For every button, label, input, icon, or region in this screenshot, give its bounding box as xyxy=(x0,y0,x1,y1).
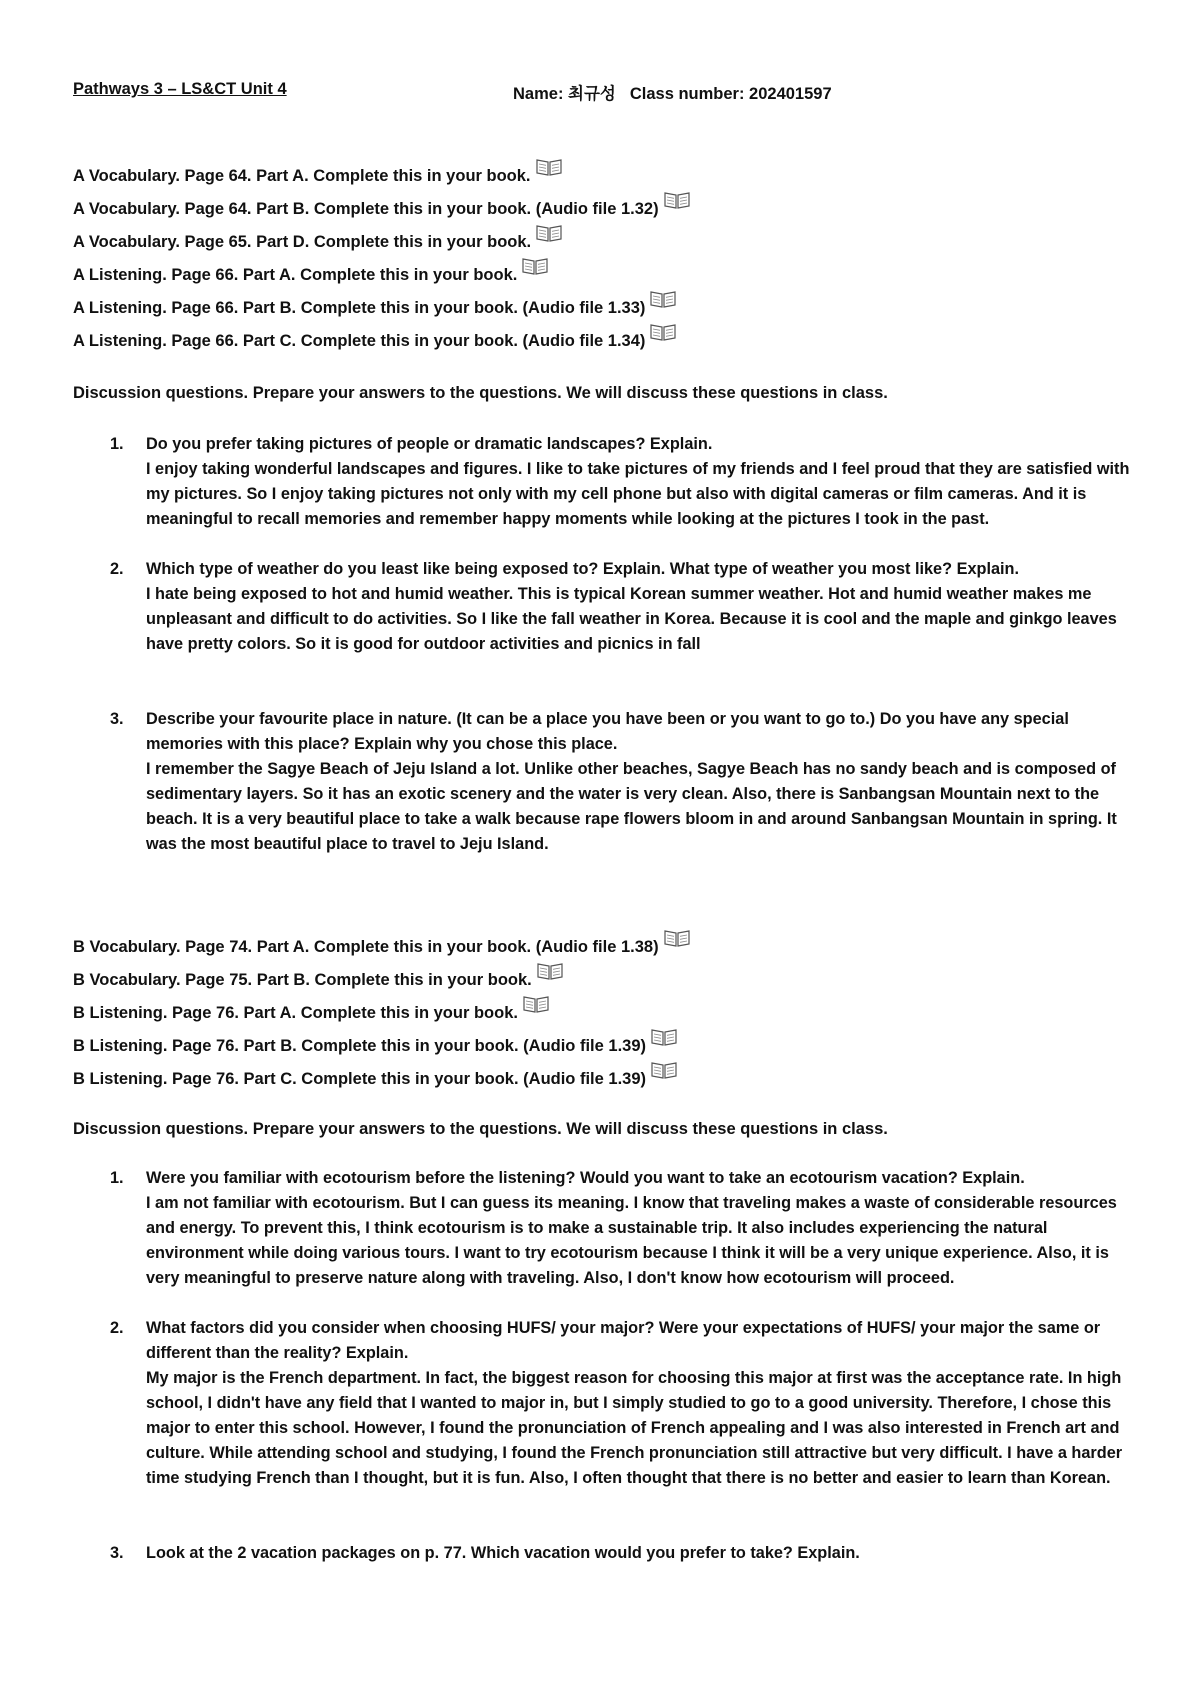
question-item xyxy=(73,1166,1133,1291)
open-book-icon xyxy=(536,961,564,981)
question-number: 2. xyxy=(110,1319,124,1337)
task-text: A Listening. Page 66. Part A. Complete this in your book. xyxy=(73,266,518,284)
worksheet-header xyxy=(73,80,1140,104)
task-text: B Vocabulary. Page 75. Part B. Complete this in your book. xyxy=(73,971,532,989)
question-number: 2. xyxy=(110,560,124,578)
task-text: B Listening. Page 76. Part A. Complete this in your book. xyxy=(73,1004,518,1022)
question-number: 1. xyxy=(110,1169,124,1187)
open-book-icon xyxy=(650,1060,678,1080)
task-item xyxy=(73,223,1133,256)
task-text: A Listening. Page 66. Part B. Complete this in your book. (Audio file 1.33) xyxy=(73,299,646,317)
open-book-icon xyxy=(522,994,550,1014)
open-book-icon xyxy=(663,928,691,948)
task-text: A Vocabulary. Page 65. Part D. Complete this in your book. xyxy=(73,233,532,251)
open-book-icon xyxy=(649,322,677,342)
task-text: A Listening. Page 66. Part C. Complete this in your book. (Audio file 1.34) xyxy=(73,332,646,350)
task-text: B Listening. Page 76. Part B. Complete this in your book. (Audio file 1.39) xyxy=(73,1037,647,1055)
task-text: B Vocabulary. Page 74. Part A. Complete this in your book. (Audio file 1.38) xyxy=(73,938,659,956)
task-item xyxy=(73,190,1133,223)
section-a-task-list xyxy=(73,157,1133,355)
question-item xyxy=(73,707,1133,857)
student-name: Name: 최규성 xyxy=(513,85,616,103)
task-item xyxy=(73,928,1133,961)
answer-text: My major is the French department. In fact, the biggest reason for choosing this major at first was the acceptance rate. In high school, I didn't have any field that I wanted to major in, but I simply studied to go to a good university. Therefore, I chose this major to enter this school. However, I found the pronunciation of French appealing and I was also interested in French art and culture. While attending school and studying, I found the French pronunciation still attractive but very difficult. I have a harder time studying French than I thought, but it is fun. Also, I often thought that there is no better and easier to learn than Korean. xyxy=(146,1369,1123,1487)
task-item xyxy=(73,256,1133,289)
task-text: A Vocabulary. Page 64. Part A. Complete this in your book. xyxy=(73,167,531,185)
question-item xyxy=(73,557,1133,657)
task-text: A Vocabulary. Page 64. Part B. Complete this in your book. (Audio file 1.32) xyxy=(73,200,659,218)
question-text: Describe your favourite place in nature. (It can be a place you have been or you want to go to.) Do you have any special memories with this place? Explain why you chose this place. xyxy=(146,710,1069,753)
question-item xyxy=(73,1541,1133,1566)
answer-text: I hate being exposed to hot and humid weather. This is typical Korean summer weather. Hot and humid weather makes me unpleasant and difficult to do activities. So I like the fall weather in Korea. Because it is cool and the maple and ginkgo leaves have pretty colors. So it is good for outdoor activities and picnics in fall xyxy=(146,585,1117,653)
section-b-discussion-intro: Discussion questions. Prepare your answers to the questions. We will discuss these questions in class. xyxy=(73,1120,888,1138)
open-book-icon xyxy=(521,256,549,276)
question-text: What factors did you consider when choosing HUFS/ your major? Were your expectations of HUFS/ your major the same or different than the reality? Explain. xyxy=(146,1319,1101,1362)
student-info xyxy=(513,80,832,104)
question-number: 3. xyxy=(110,1544,124,1562)
task-item xyxy=(73,157,1133,190)
question-text: Which type of weather do you least like being exposed to? Explain. What type of weather you most like? Explain. xyxy=(146,560,1020,578)
task-item xyxy=(73,994,1133,1027)
open-book-icon xyxy=(650,1027,678,1047)
task-item xyxy=(73,961,1133,994)
answer-text: I am not familiar with ecotourism. But I can guess its meaning. I know that traveling makes a waste of considerable resources and energy. To prevent this, I think ecotourism is to make a sustainable trip. It also includes experiencing the natural environment while doing various tours. I want to try ecotourism because I think it will be a very unique experience. Also, it is very meaningful to preserve nature along with traveling. Also, I don't know how ecotourism will proceed. xyxy=(146,1194,1117,1287)
task-item xyxy=(73,289,1133,322)
answer-text: I remember the Sagye Beach of Jeju Island a lot. Unlike other beaches, Sagye Beach has no sandy beach and is composed of sedimentary layers. So it has an exotic scenery and the water is very clean. Also, there is Sanbangsan Mountain next to the beach. It is a very beautiful place to take a walk because rape flowers bloom in and around Sanbangsan Mountain in spring. It was the most beautiful place to travel to Jeju Island. xyxy=(146,760,1117,853)
open-book-icon xyxy=(649,289,677,309)
question-number: 3. xyxy=(110,710,124,728)
question-number: 1. xyxy=(110,435,124,453)
class-number: Class number: 202401597 xyxy=(629,85,832,103)
question-text: Do you prefer taking pictures of people or dramatic landscapes? Explain. xyxy=(146,435,713,453)
question-text: Look at the 2 vacation packages on p. 77. Which vacation would you prefer to take? Explain. xyxy=(146,1544,860,1562)
question-text: Were you familiar with ecotourism before the listening? Would you want to take an ecotourism vacation? Explain. xyxy=(146,1169,1025,1187)
section-a-question-list xyxy=(73,432,1133,857)
section-b-question-list xyxy=(73,1166,1133,1566)
section-a-discussion-intro: Discussion questions. Prepare your answers to the questions. We will discuss these questions in class. xyxy=(73,384,888,402)
answer-text: I enjoy taking wonderful landscapes and figures. I like to take pictures of my friends and I feel proud that they are satisfied with my pictures. So I enjoy taking pictures not only with my cell phone but also with digital cameras or film cameras. And it is meaningful to recall memories and remember happy moments while looking at the pictures I took in the past. xyxy=(146,460,1130,528)
task-item xyxy=(73,322,1133,355)
question-item xyxy=(73,432,1133,532)
open-book-icon xyxy=(535,157,563,177)
task-item xyxy=(73,1060,1133,1093)
question-item xyxy=(73,1316,1133,1491)
task-item xyxy=(73,1027,1133,1060)
course-title: Pathways 3 – LS&CT Unit 4 xyxy=(73,80,287,98)
section-b-task-list xyxy=(73,928,1133,1093)
open-book-icon xyxy=(663,190,691,210)
task-text: B Listening. Page 76. Part C. Complete this in your book. (Audio file 1.39) xyxy=(73,1070,647,1088)
open-book-icon xyxy=(535,223,563,243)
